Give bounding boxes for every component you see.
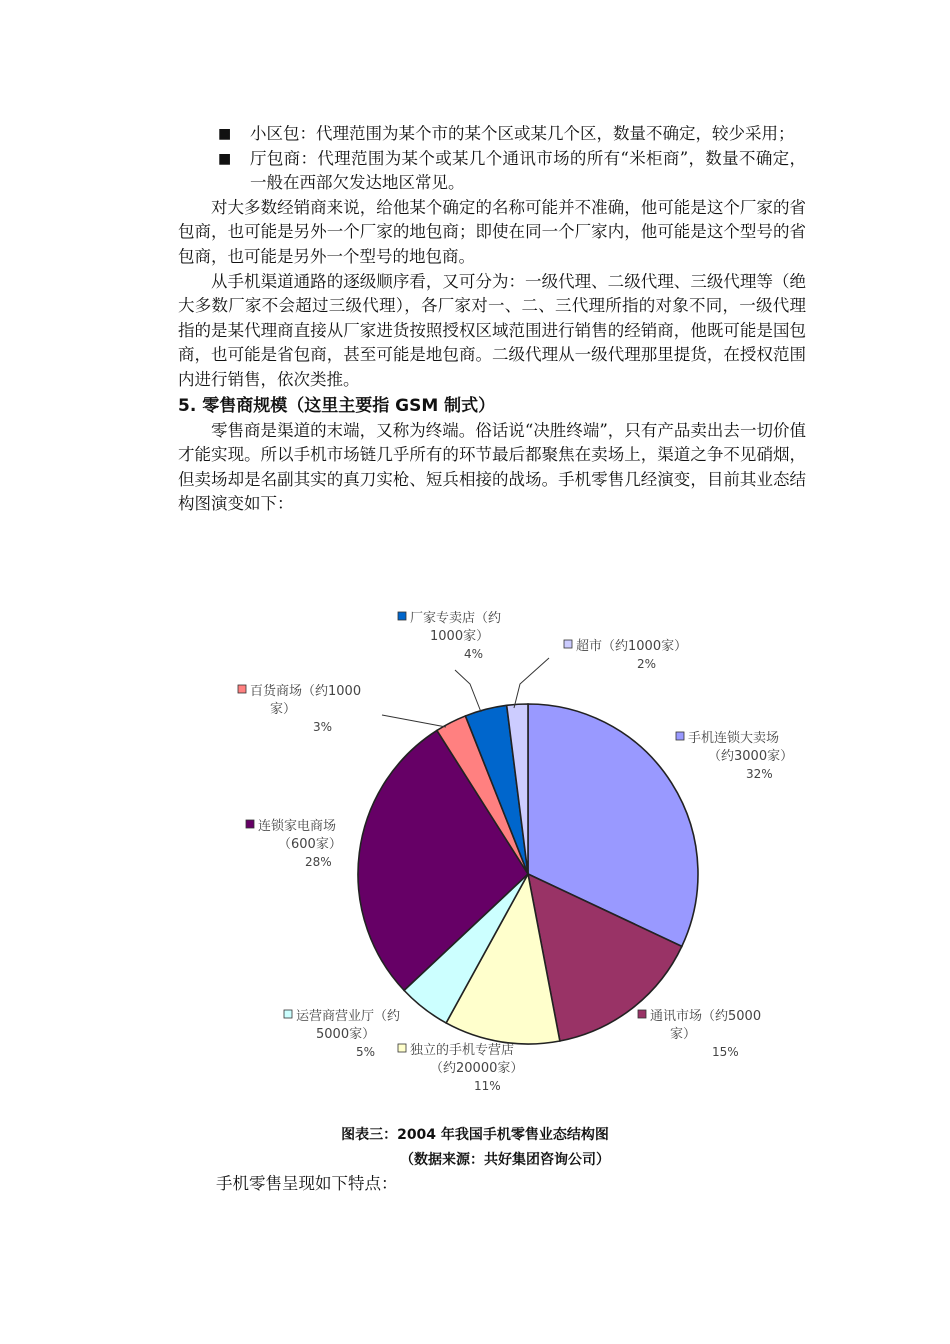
legend-swatch — [398, 612, 406, 620]
slice-label: 5000家） — [316, 1027, 376, 1042]
paragraph: 对大多数经销商来说，给他某个确定的名称可能并不准确，他可能是这个厂家的省包商，也可能是另外一个厂家的地包商；即使在同一个厂家内，他可能是这个型号的省包商，也可能是另外一个型号的地包商。 — [178, 197, 806, 266]
slice-percent-label: 15% — [712, 1045, 739, 1059]
pie-chart — [0, 600, 950, 1120]
legend-swatch — [676, 732, 684, 740]
document-body — [178, 122, 806, 517]
slice-label: 超市（约1000家） — [576, 639, 688, 654]
legend-swatch — [246, 820, 254, 828]
bullet-square-icon: ■ — [218, 150, 232, 167]
slice-label: （600家） — [278, 837, 342, 852]
slice-label: 家） — [670, 1027, 697, 1042]
legend-swatch — [564, 640, 572, 648]
legend-swatch — [398, 1044, 406, 1052]
bullet-square-icon: ■ — [218, 126, 232, 142]
leader-line — [455, 670, 481, 712]
paragraph: 手机零售呈现如下特点： — [216, 1174, 398, 1193]
slice-label: 连锁家电商场 — [258, 819, 337, 834]
slice-label: 百货商场（约1000 — [250, 684, 362, 699]
chart-caption: 图表三：2004 年我国手机零售业态结构图 — [341, 1127, 609, 1143]
slice-percent-label: 32% — [746, 767, 773, 781]
slice-label: 运营商营业厅（约 — [296, 1009, 401, 1024]
slice-percent-label: 4% — [464, 647, 484, 661]
legend-swatch — [638, 1010, 646, 1018]
slice-percent-label: 11% — [474, 1079, 501, 1093]
slice-label: 厂家专卖店（约 — [410, 611, 502, 626]
legend-swatch — [238, 685, 246, 693]
leader-line — [514, 658, 549, 708]
slice-label: 手机连锁大卖场 — [688, 731, 780, 746]
slice-percent-label: 5% — [356, 1045, 376, 1059]
slice-percent-label: 2% — [637, 657, 657, 671]
slice-label: 家） — [270, 702, 297, 717]
slice-percent-label: 3% — [313, 720, 333, 734]
slice-percent-label: 28% — [305, 855, 332, 869]
leader-line — [382, 715, 446, 727]
chart-source: （数据来源：共好集团咨询公司） — [400, 1152, 610, 1168]
bullet-text: 厅包商：代理范围为某个或某几个通讯市场的所有“米柜商”，数量不确定，一般在西部欠发达地区常见。 — [250, 148, 806, 193]
bullet-item — [178, 122, 806, 147]
paragraph: 零售商是渠道的末端，又称为终端。俗话说“决胜终端”，只有产品卖出去一切价值才能实现。所以手机市场链几乎所有的环节最后都聚焦在卖场上，渠道之争不见硝烟，但卖场却是名副其实的真刀实枪、短兵相接的战场。手机零售几经演变，目前其业态结构图演变如下： — [178, 420, 806, 514]
section-heading: 5. 零售商规模（这里主要指 GSM 制式） — [178, 395, 496, 416]
slice-label: 1000家） — [430, 629, 490, 644]
slice-label: （约3000家） — [708, 749, 794, 764]
legend-swatch — [284, 1010, 292, 1018]
slice-label: （约20000家） — [430, 1061, 524, 1076]
slice-label: 独立的手机专营店 — [410, 1043, 515, 1058]
bullet-item — [178, 147, 806, 196]
slice-label: 通讯市场（约5000 — [650, 1009, 762, 1024]
paragraph: 从手机渠道通路的逐级顺序看，又可分为：一级代理、二级代理、三级代理等（绝大多数厂家不会超过三级代理），各厂家对一、二、三代理所指的对象不同，一级代理指的是某代理商直接从厂家进货按照授权区域范围进行销售的经销商，他既可能是国包商，也可能是省包商，甚至可能是地包商。二级代理从一级代理那里提货，在授权范围内进行销售，依次类推。 — [178, 271, 806, 389]
bullet-text: 小区包：代理范围为某个市的某个区或某几个区，数量不确定，较少采用； — [250, 124, 795, 143]
